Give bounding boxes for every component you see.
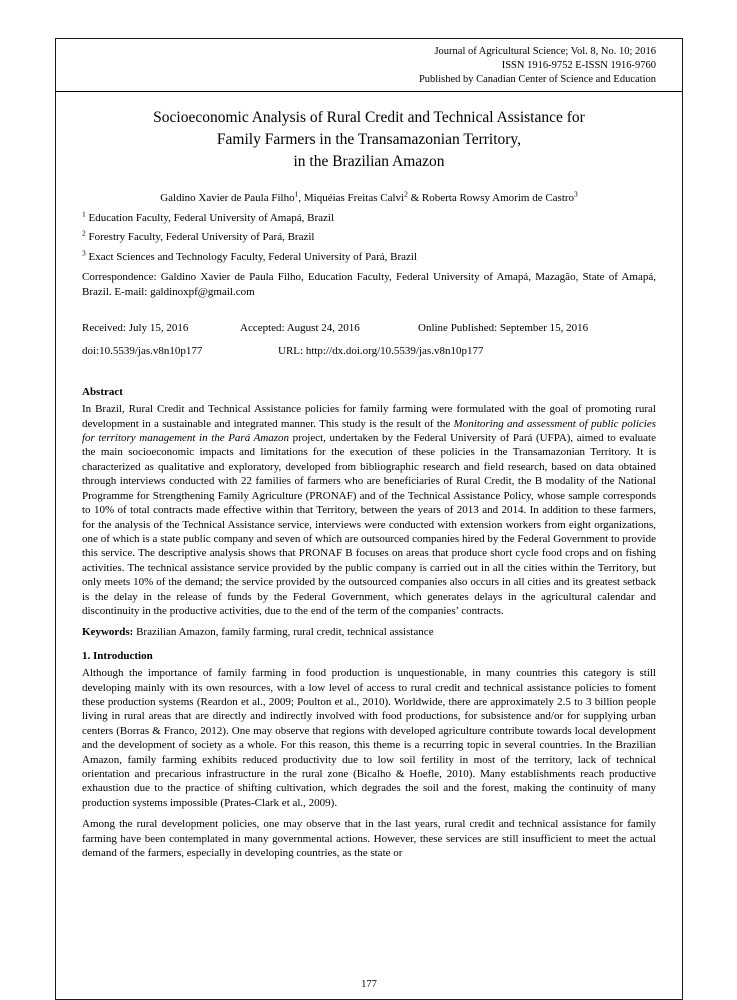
introduction-paragraph-2: Among the rural development policies, one may observe that in the last years, rural credit and technical assistance for family farming have been contemplated in many governmental actions. However, these services are still insufficient to meet the actual demand of the farmers, especially in developing countries, as the state or [82,818,656,860]
affiliation-mark: 1 [82,209,86,219]
identifiers-row [82,344,656,358]
abstract-text-before: In Brazil, Rural Credit and Technical Assistance policies for family farming were formulated with the goal of promoting rural development in a sustainable and integrated manner. This study is the result of the [82,403,656,430]
author-affiliation-mark: 2 [404,189,408,199]
doi-url[interactable]: http://dx.doi.org/10.5539/jas.v8n10p177 [305,345,484,358]
journal-title-line: Journal of Agricultural Science; Vol. 8, No. 10; 2016 [434,46,656,57]
introduction-paragraph-1: Although the importance of family farming in food production is unquestionable, in many countries this category is still developing mainly with its own resources, with a low level of access to rural credit and technical assistance policies to foment these production systems (Reardon et al., 2009; Poulton et al., 2010). Worldwide, there are approximately 2.5 to 3 billion people living in rural areas that are directly and indirectly involved with food productions, for subsistence and/or for supplying urban centers (Borras & Franco, 2012). One may observe that regions with developed agriculture contribute towards local development and the development of society as a whole. For this reason, this theme is a recurring topic in several countries. In the Brazilian Amazon, family farming exhibits reduced productivity due to low soil fertility in most of the territory, lack of technical orientation and precarious infrastructure in the rural zone (Bicalho & Hoefle, 2010). Many establishments reach productive exhaustion due to the practice of shifting cultivation, which degrades the soil and the forest, making the continuity of many production systems impossible (Prates-Clark et al., 2009). [82,667,656,809]
header-divider [56,91,682,92]
article-title-line: Socioeconomic Analysis of Rural Credit and Technical Assistance for [153,109,585,126]
article-title-line: Family Farmers in the Transamazonian Territory, [216,131,522,148]
affiliation-mark: 2 [82,228,86,238]
online-published-date: Online Published: September 15, 2016 [418,322,589,335]
abstract-text [82,402,656,618]
article-title [82,107,656,173]
authors-line [82,191,656,205]
keywords-text: Brazilian Amazon, family farming, rural credit, technical assistance [136,626,434,639]
author-name: Miquéias Freitas Calvi [303,192,405,204]
project-title-italic: Monitoring and assessment of public policies for territory management in the Pará Amazon [82,417,656,445]
affiliation-mark: 3 [82,248,86,258]
accepted-date: Accepted: August 24, 2016 [240,322,360,335]
publication-dates [82,321,656,335]
author-separator: , [298,192,304,204]
affiliation [82,211,656,225]
affiliation-text: Forestry Faculty, Federal University of Pará, Brazil [88,231,315,244]
page-number: 177 [361,979,377,990]
affiliation-text: Education Faculty, Federal University of Amapá, Brazil [88,212,334,224]
journal-issn-line: ISSN 1916-9752 E-ISSN 1916-9760 [501,60,656,71]
author-affiliation-mark: 3 [574,189,578,199]
keywords-line [82,625,656,639]
page-border [55,38,683,1000]
author-affiliation-mark: 1 [294,189,299,199]
introduction-heading: 1. Introduction [82,649,153,662]
journal-header [82,45,656,87]
correspondence [82,270,656,299]
affiliations [82,211,656,264]
author-name: Galdino Xavier de Paula Filho [160,192,295,204]
abstract-heading: Abstract [82,385,123,398]
correspondence-email[interactable]: galdinoxpf@gmail.com [150,285,255,298]
journal-publisher-line: Published by Canadian Center of Science and Education [418,74,656,85]
abstract-text-after: project, undertaken by the Federal University of Pará (UFPA), aimed to evaluate the main socioeconomic impacts and limitations for the execution of these policies in the Transamazonian Territory. It is characterized as qualitative and exploratory, developed from bibliographic research and field research, based on data obtained through interviews conducted with 22 families of farmers who are beneficiaries of Rural Credit, the B modality of the National Programme for Strengthening Family Agriculture (PRONAF) and of the Technical Assistance Policy, whose sample corresponds to 10% of total contracts made effective within that Territory, between the years of 2013 and 2014. In addition to these farmers, for the analysis of the Technical Assistance service, interviews were conducted with extension workers from eight organizations, one of which is a state public company and seven of which are outsourced companies hired by the Federal Government to provide this service. The descriptive analysis shows that PRONAF B focuses on areas that produce short cycle food crops and on fishing activities. The technical assistance service provided by the public company is carried out in all the cities within the Territory, but only meets 10% of the demand; the service provided by the outsourced companies also occurs in all cities and its greatest setback is the delay in the release of funds by the Federal Government, which generates delays in the agricultural calendar and discontinuity in the productive activities, due to the end of the term of the companies’ contracts. [82,432,656,617]
affiliation-text: Exact Sciences and Technology Faculty, Federal University of Pará, Brazil [88,250,418,263]
doi: doi:10.5539/jas.v8n10p177 [82,345,203,358]
correspondence-text: Correspondence: Galdino Xavier de Paula Filho, Education Faculty, Federal University of Amapá, Mazagão, State of Amapá, Brazil. E-mail: [82,271,656,298]
url-label: URL: [278,345,306,358]
affiliation [82,230,656,244]
affiliation [82,250,656,264]
author-separator: & [407,192,422,204]
received-date: Received: July 15, 2016 [82,322,189,335]
keywords-label: Keywords: [82,626,137,639]
article-title-line: in the Brazilian Amazon [293,153,445,170]
author-name: Roberta Rowsy Amorim de Castro [421,192,575,204]
